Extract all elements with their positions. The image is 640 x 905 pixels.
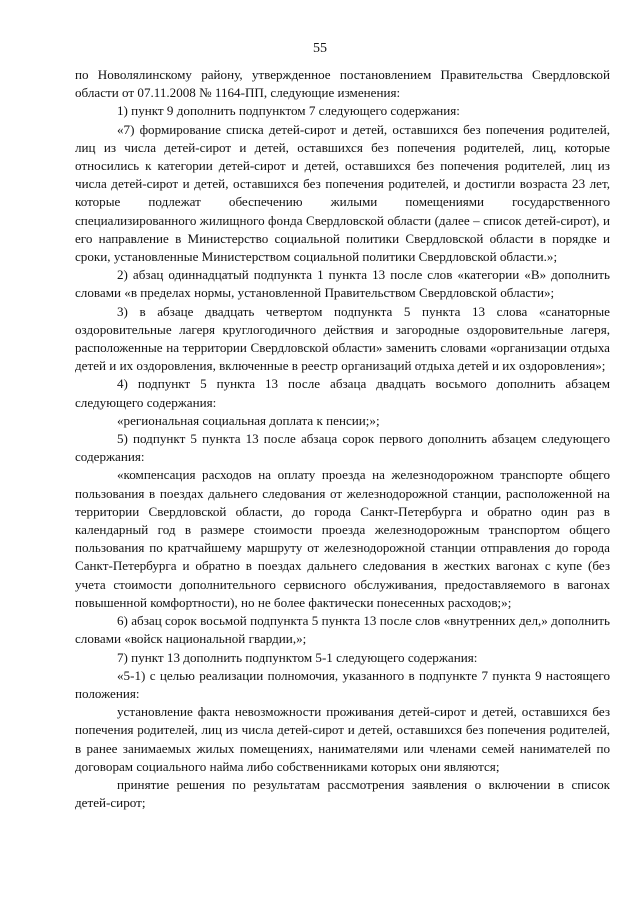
paragraph: 3) в абзаце двадцать четвертом подпункта 5 пункта 13 слова «санаторные оздоровительные лагеря круглогодичного действия и загородные оздоровительные лагеря, расположенные на территории Свердловской области» заменить словами «организации отдыха детей и их оздоровления, включенные в реестр организаций отдыха детей и их оздоровления»; [75,303,610,374]
paragraph: 5) подпункт 5 пункта 13 после абзаца сорок первого дополнить абзацем следующего содержания: [75,431,610,465]
paragraph: 4) подпункт 5 пункта 13 после абзаца двадцать восьмого дополнить абзацем следующего содержания: [75,376,610,410]
paragraph: «5-1) с целью реализации полномочия, указанного в подпункте 7 пункта 9 настоящего положения: [75,667,610,701]
paragraph: 6) абзац сорок восьмой подпункта 5 пункта 13 после слов «внутренних дел,» дополнить словами «войск национальной гвардии,»; [75,613,610,647]
document-body [75,66,610,812]
paragraph: принятие решения по результатам рассмотрения заявления о включении в список детей-сирот; [75,776,610,811]
paragraph: «7) формирование списка детей-сирот и детей, оставшихся без попечения родителей, лиц из числа детей-сирот и детей, оставшихся без попечения родителей, лиц, которые относились к категории детей-сирот и детей, оставшихся без попечения родителей, лиц из числа детей-сирот и детей, оставшихся без попечения родителей, и достигли возраста 23 лет, которые подлежат обеспечению жилыми помещениями государственного специализированного жилищного фонда Свердловской области (далее – список детей-сирот), и его направление в Министерство социальной политики Свердловской области в порядке и сроки, установленные Министерством социальной политики Свердловской области.»; [75,121,610,265]
paragraph: «компенсация расходов на оплату проезда на железнодорожном транспорте общего пользования в поездах дальнего следования от железнодорожной станции, расположенной на территории Свердловской области, до города Санкт-Петербурга и обратно один раз в календарный год в размере стоимости проезда железнодорожным транспортом общего пользования по кратчайшему маршруту от железнодорожной станции отправления до города Санкт-Петербурга и обратно в поездах дальнего следования в жестких вагонах с купе (без учета стоимости дополнительного сервисного обслуживания, предоставляемого в вагонах повышенной комфортности), но не более фактически понесенных расходов;»; [75,467,610,610]
paragraph: установление факта невозможности проживания детей-сирот и детей, оставшихся без попечения родителей, лиц из числа детей-сирот и детей, оставшихся без попечения родителей, в ранее занимаемых жилых помещениях, нанимателями или членами семей нанимателей по договорам социального найма либо собственниками которых они являются; [75,704,610,774]
paragraph: 7) пункт 13 дополнить подпунктом 5-1 следующего содержания: [117,649,478,665]
paragraph: 1) пункт 9 дополнить подпунктом 7 следующего содержания: [117,103,460,119]
page-number: 55 [313,41,327,56]
paragraph: по Новолялинскому району, утвержденное постановлением Правительства Свердловской области от 07.11.2008 № 1164-ПП, следующие изменения: [75,67,610,101]
paragraph: 2) абзац одиннадцатый подпункта 1 пункта 13 после слов «категории «В» дополнить словами «в пределах нормы, установленной Правительством Свердловской области»; [75,267,610,301]
paragraph: «региональная социальная доплата к пенсии;»; [117,412,380,428]
